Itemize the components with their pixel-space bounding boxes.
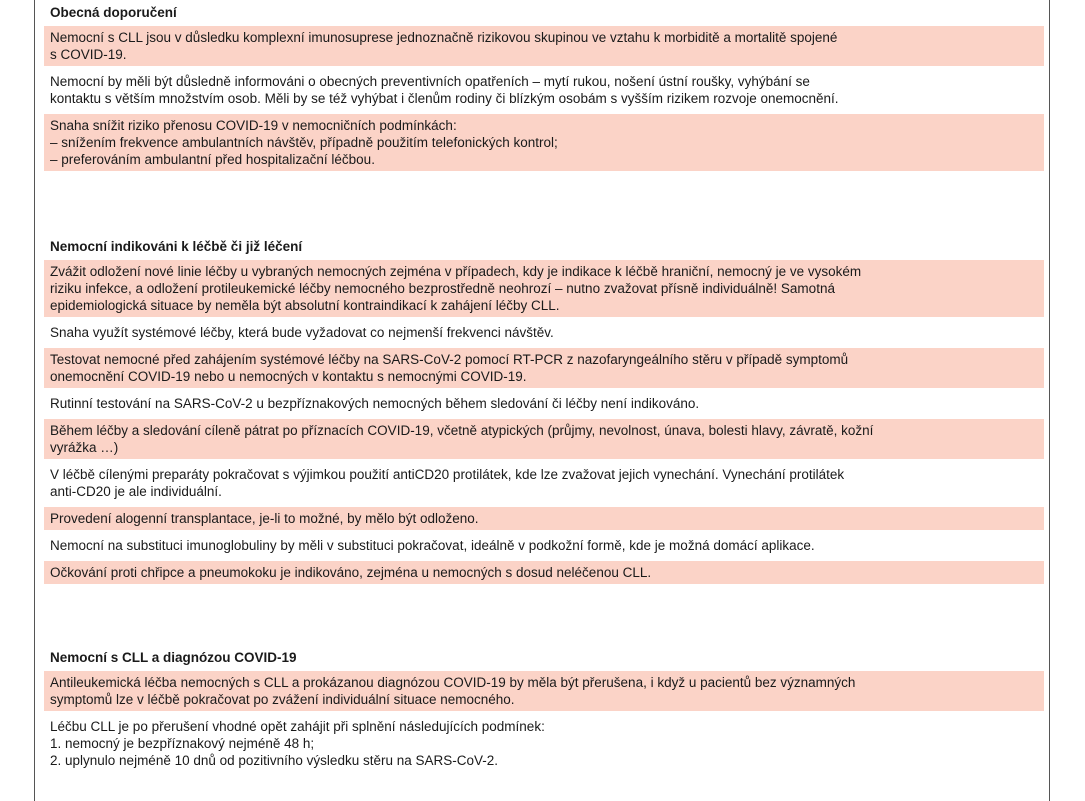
table-row <box>44 507 1044 530</box>
row-line: Antileukemická léčba nemocných s CLL a prokázanou diagnózou COVID-19 by měla být přerušena, i když u pacientů bez významných <box>50 675 856 690</box>
row-line: 1. nemocný je bezpříznakový nejméně 48 h; <box>50 736 315 751</box>
row-line: kontaktu s větším množstvím osob. Měli by se též vyhýbat i členům rodiny či blízkým osobám s vyšším rizikem rozvoje onemocnění. <box>50 91 839 106</box>
table-row <box>44 534 1044 557</box>
row-line: riziku infekce, a odložení protileukemické léčby nemocného bezprostředně neohrozí – nutno zvažovat přísně individuálně! Samotná <box>50 281 835 296</box>
section-title: Nemocní indikováni k léčbě či již léčení <box>50 239 303 254</box>
row-line: Během léčby a sledování cíleně pátrat po příznacích COVID-19, včetně atypických (průjmy, nevolnost, únava, bolesti hlavy, závratě, kožní <box>50 423 874 438</box>
row-line: Rutinní testování na SARS-CoV-2 u bezpříznakových nemocných během sledování či léčby není indikováno. <box>50 396 700 411</box>
section-covid-diagnosis <box>44 649 1044 776</box>
row-line: 2. uplynulo nejméně 10 dnů od pozitivního výsledku stěru na SARS-CoV-2. <box>50 753 499 768</box>
section-title: Nemocní s CLL a diagnózou COVID-19 <box>50 650 297 665</box>
row-line: Léčbu CLL je po přerušení vhodné opět zahájit při splnění následujících podmínek: <box>50 719 545 734</box>
table-row <box>44 561 1044 584</box>
row-line: Nemocní s CLL jsou v důsledku komplexní imunosuprese jednoznačně rizikovou skupinou ve vztahu k morbiditě a mortalitě spojené <box>50 30 838 45</box>
section-general <box>44 4 1044 175</box>
row-line: s COVID-19. <box>50 47 127 62</box>
table-row <box>44 392 1044 415</box>
row-line: Testovat nemocné před zahájením systémové léčby na SARS-CoV-2 pomocí RT-PCR z nazofaryngeálního stěru v případě symptomů <box>50 352 849 367</box>
row-line: symptomů lze v léčbě pokračovat po zvážení individuální situace nemocného. <box>50 692 515 707</box>
row-line: – preferováním ambulantní před hospitalizační léčbou. <box>50 152 375 167</box>
table-row <box>44 321 1044 344</box>
row-line: Nemocní na substituci imunoglobuliny by měli v substituci pokračovat, ideálně v podkožní formě, kde je možná domácí aplikace. <box>50 538 815 553</box>
table-row <box>44 26 1044 66</box>
row-line: anti-CD20 je ale individuální. <box>50 484 222 499</box>
row-line: Provedení alogenní transplantace, je-li to možné, by mělo být odloženo. <box>50 511 479 526</box>
section-treated <box>44 238 1044 588</box>
table-row <box>44 463 1044 503</box>
table-row <box>44 671 1044 711</box>
row-line: Snaha snížit riziko přenosu COVID-19 v nemocničních podmínkách: <box>50 118 457 133</box>
row-line: – snížením frekvence ambulantních návštěv, případně použitím telefonických kontrol; <box>50 135 558 150</box>
row-line: Očkování proti chřipce a pneumokoku je indikováno, zejména u nemocných s dosud neléčenou CLL. <box>50 565 652 580</box>
row-line: Zvážit odložení nové linie léčby u vybraných nemocných zejména v případech, kdy je indikace k léčbě hraniční, nemocný je ve vysokém <box>50 264 862 279</box>
section-title: Obecná doporučení <box>50 5 177 20</box>
table-row <box>44 70 1044 110</box>
row-line: V léčbě cílenými preparáty pokračovat s výjimkou použití antiCD20 protilátek, kde lze zvažovat jejich vynechání. Vynechání protilátek <box>50 467 845 482</box>
table-row <box>44 114 1044 171</box>
row-line: Nemocní by měli být důsledně informováni o obecných preventivních opatřeních – mytí rukou, nošení ústní roušky, vyhýbání se <box>50 74 810 89</box>
row-line: epidemiologická situace by neměla být absolutní kontraindikací k zahájení léčby CLL. <box>50 298 560 313</box>
row-line: vyrážka …) <box>50 440 119 455</box>
table-row <box>44 715 1044 772</box>
row-line: Snaha využít systémové léčby, která bude vyžadovat co nejmenší frekvenci návštěv. <box>50 325 554 340</box>
table-row <box>44 260 1044 317</box>
row-line: onemocnění COVID-19 nebo u nemocných v kontaktu s nemocnými COVID-19. <box>50 369 527 384</box>
table-row <box>44 348 1044 388</box>
table-row <box>44 419 1044 459</box>
